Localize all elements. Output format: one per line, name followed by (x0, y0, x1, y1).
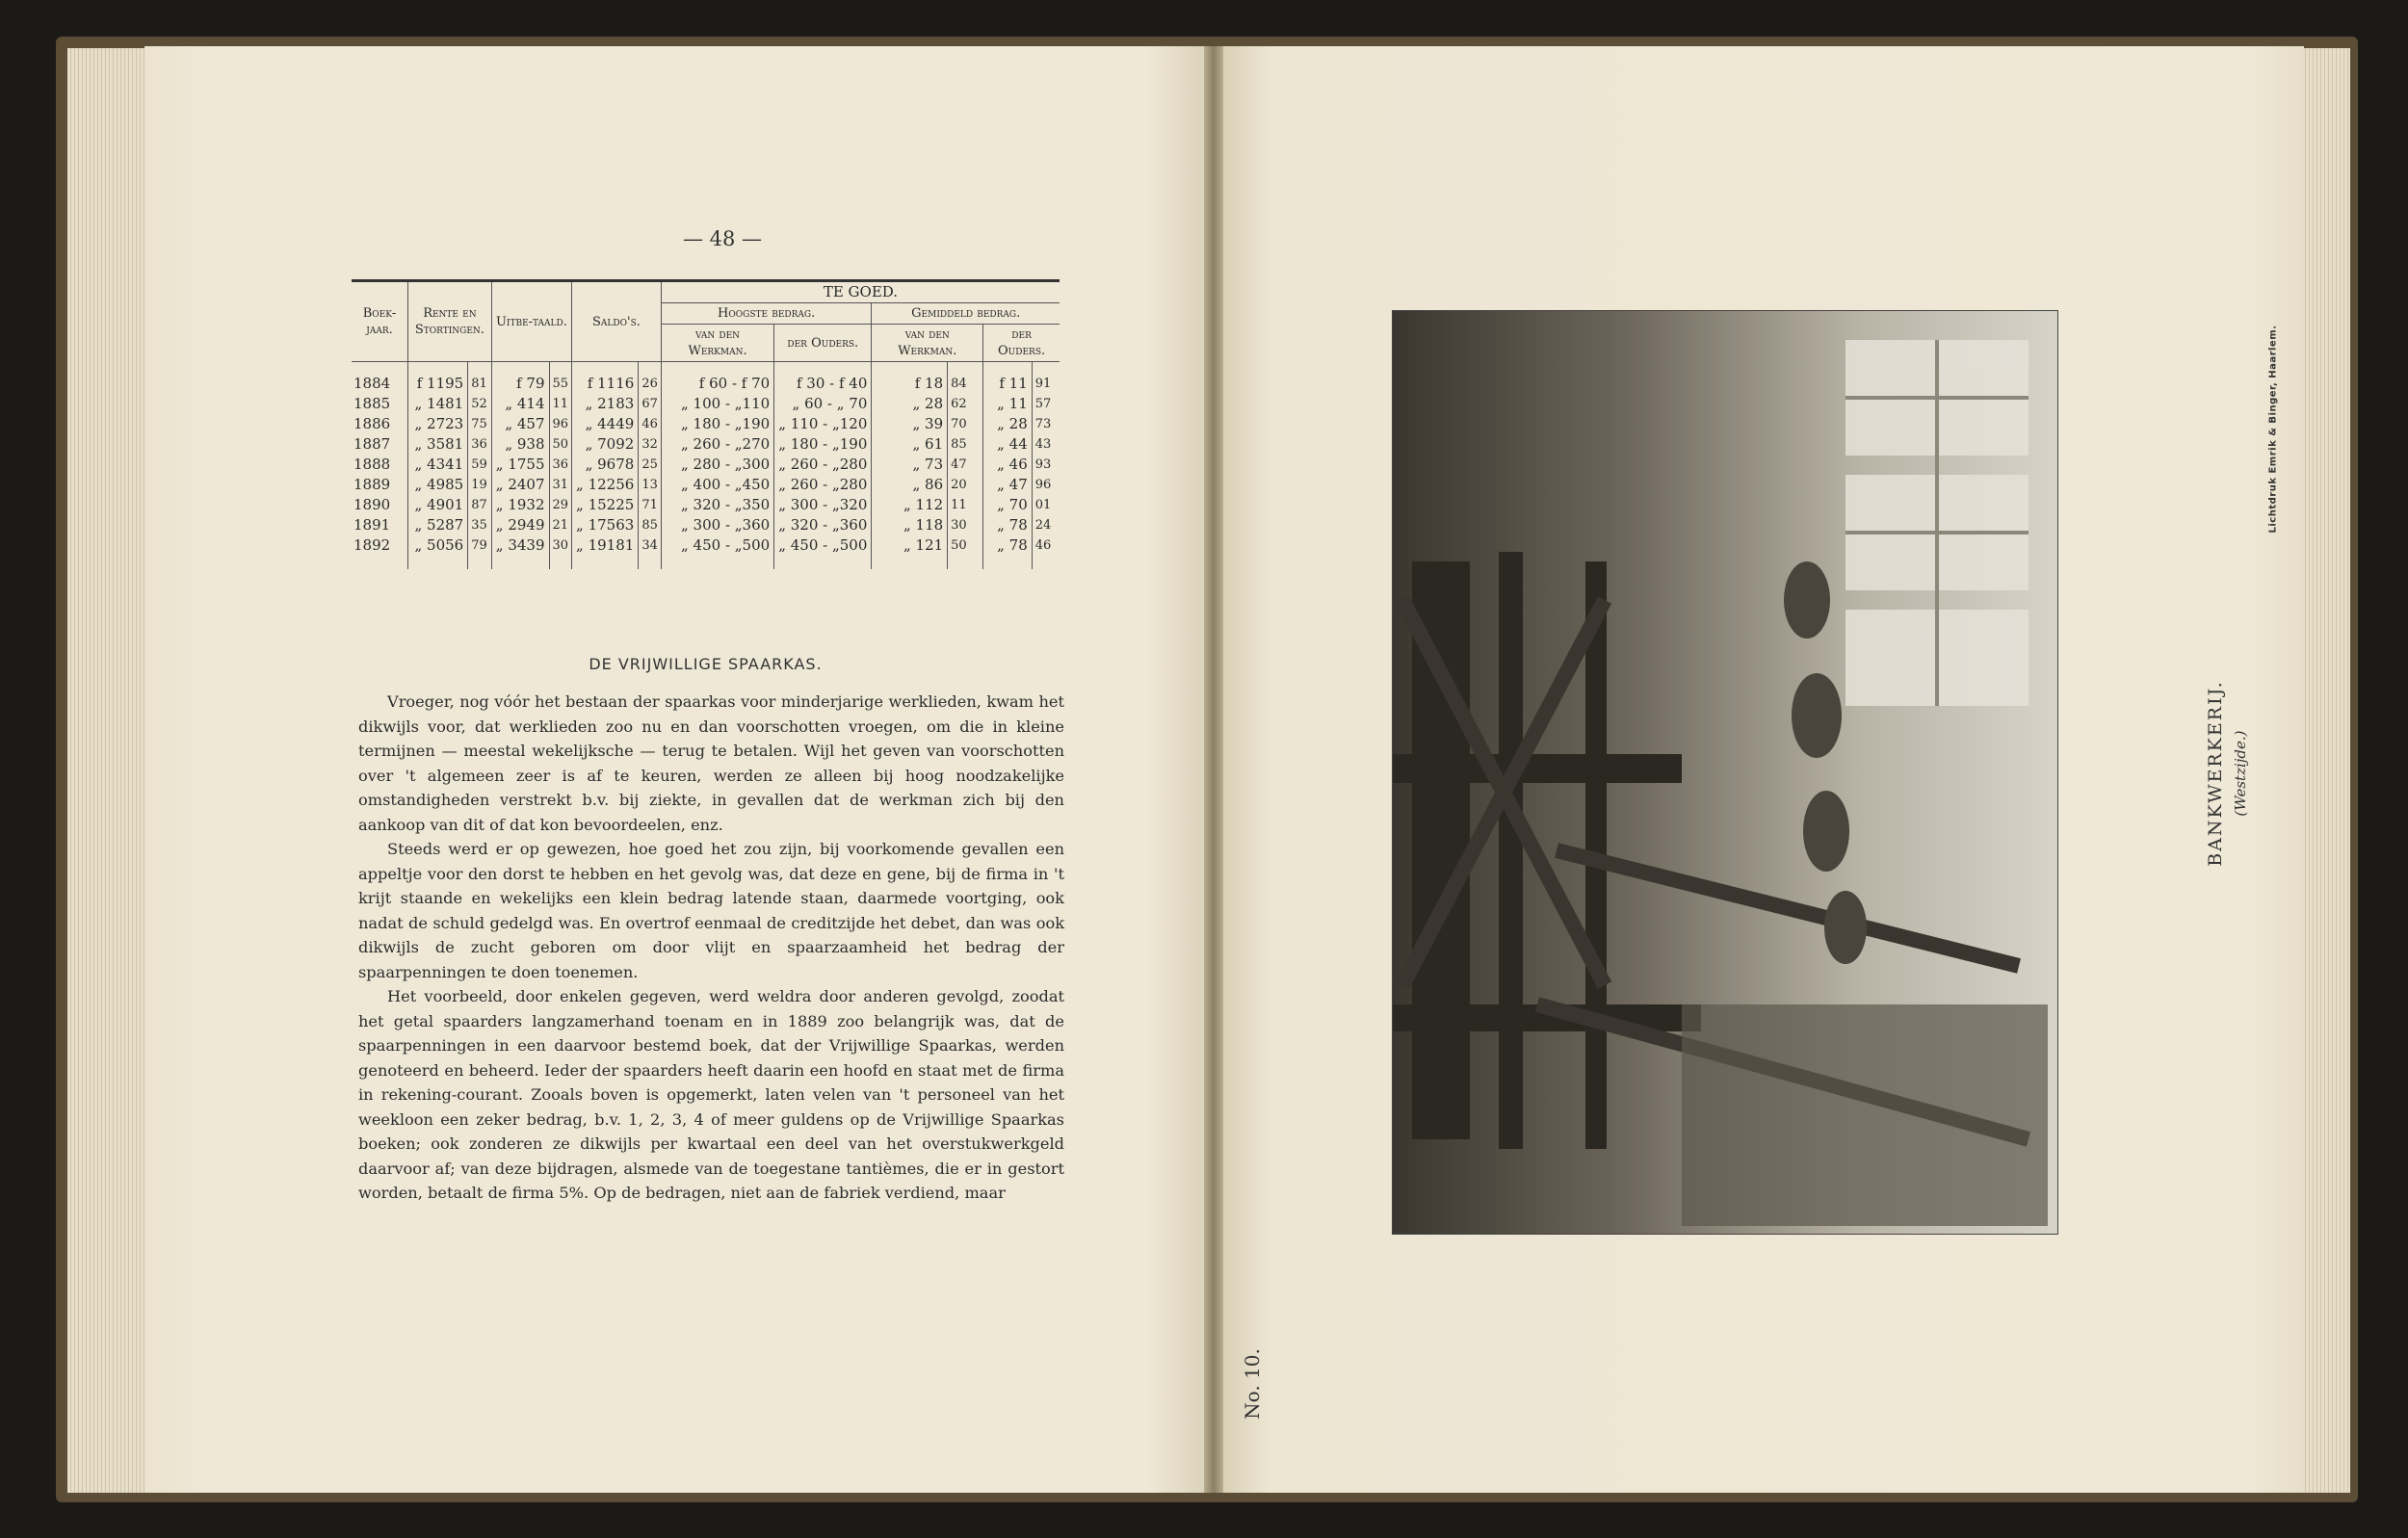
table-cell-uit-c: 36 (549, 455, 572, 475)
table-cell-uit-c: 30 (549, 535, 572, 556)
table-cell-saldo-c: 67 (639, 394, 662, 414)
table-cell-saldo-c: 34 (639, 535, 662, 556)
header-gemiddeld-bedrag: Gemiddeld bedrag. (872, 303, 1060, 325)
table-cell-go: „ 78 (983, 535, 1033, 556)
table-cell-year: 1885 (352, 394, 408, 414)
table-cell-uit-c: 96 (549, 414, 572, 434)
table-cell-gw: „ 39 (872, 414, 948, 434)
section-title: DE VRIJWILLIGE SPAARKAS. (589, 655, 823, 673)
table-cell-hw: „ 100 - „110 (661, 394, 773, 414)
table-cell-saldo-c: 71 (639, 495, 662, 515)
table-cell-saldo-c: 25 (639, 455, 662, 475)
table-cell-gw-c: 85 (948, 434, 983, 455)
table-cell-rente: „ 2723 (408, 414, 468, 434)
table-cell-hw: „ 280 - „300 (661, 455, 773, 475)
table-cell-go: „ 70 (983, 495, 1033, 515)
table-cell-year: 1889 (352, 475, 408, 495)
table-cell-uit: „ 2407 (491, 475, 549, 495)
table-cell-gw-c: 20 (948, 475, 983, 495)
table-cell-gw-c: 62 (948, 394, 983, 414)
caption-title: BANKWERKERIJ. (2205, 680, 2226, 867)
table-cell-hw: „ 180 - „190 (661, 414, 773, 434)
table-cell-gw-c: 50 (948, 535, 983, 556)
table-cell-go: „ 46 (983, 455, 1033, 475)
table-cell-go: „ 44 (983, 434, 1033, 455)
table-cell-uit-c: 29 (549, 495, 572, 515)
plate-caption (2205, 552, 2249, 995)
table-cell-year: 1886 (352, 414, 408, 434)
table-cell-saldo: f 1116 (572, 374, 639, 394)
header-uitbetaald: Uitbe-taald. (491, 281, 571, 362)
table-cell-gw-c: 84 (948, 374, 983, 394)
table-cell-go-c: 46 (1034, 538, 1052, 553)
table-cell-ho: „ 60 - „ 70 (774, 394, 872, 414)
table-cell-gw-c: 47 (948, 455, 983, 475)
table-cell-rente-c: 52 (468, 394, 492, 414)
table-cell-hw: „ 260 - „270 (661, 434, 773, 455)
table-cell-saldo: „ 15225 (572, 495, 639, 515)
table-cell-rente: „ 5056 (408, 535, 468, 556)
table-cell-rente-c: 35 (468, 515, 492, 535)
table-cell-uit: f 79 (491, 374, 549, 394)
paragraph: Het voorbeeld, door enkelen gegeven, werd weldra door anderen gevolgd, zoodat het getal spaarders langzamerhand toenam en in 1889 zoo belangrijk was, dat de spaarpenningen in een daarvoor bestemd boek, dat der Vrijwillige Spaarkas, werden genoteerd en beheerd. Ieder der spaarders heeft daarin een hoofd en staat met de firma in rekening-courant. Zooals boven is opgemerkt, laten velen van 't personeel van het weekloon een zeker bedrag, b.v. 1, 2, 3, 4 of meer guldens op de Vrijwillige Spaarkas boeken; ook zonderen ze dikwijls per kwartaal een deel van het overstukwerkgeld daarvoor af; van deze bijdragen, alsmede van de toegestane tantièmes, die er in gestort worden, betaalt de firma 5%. Op de bedragen, niet aan de fabriek verdiend, maar (358, 987, 1064, 1202)
table-cell-go-c: 93 (1034, 457, 1052, 472)
workshop-photo-illustration (1393, 311, 2057, 1234)
table-cell-gw-c: 11 (948, 495, 983, 515)
table-cell-hw: f 60 - f 70 (661, 374, 773, 394)
table-cell-year: 1890 (352, 495, 408, 515)
table-cell-go-c: 01 (1034, 498, 1052, 512)
table-cell-go: „ 78 (983, 515, 1033, 535)
table-cell-uit: „ 1755 (491, 455, 549, 475)
caption-subtitle: (Westzijde.) (2232, 730, 2249, 817)
table-cell-go-c: 57 (1034, 397, 1052, 411)
table-cell-go-c: 73 (1034, 417, 1052, 431)
table-cell-go: „ 11 (983, 394, 1033, 414)
table-cell-uit: „ 938 (491, 434, 549, 455)
savings-table (352, 279, 1060, 569)
table-cell-ho: „ 320 - „360 (774, 515, 872, 535)
table-cell-go-c: 43 (1034, 437, 1052, 452)
header-boekjaar: Boek-jaar. (352, 281, 408, 362)
table-cell-go-c: 24 (1034, 518, 1052, 533)
table-cell-gw-c: 70 (948, 414, 983, 434)
table-row (352, 374, 1060, 394)
table-cell-go-c: 91 (1034, 377, 1052, 391)
table-cell-saldo: „ 4449 (572, 414, 639, 434)
table-row (352, 475, 1060, 495)
printer-credit: Lichtdruk Emrik & Binger, Haarlem. (2267, 325, 2279, 534)
table-cell-gw: „ 73 (872, 455, 948, 475)
book-gutter (1204, 46, 1223, 1493)
table-cell-uit-c: 50 (549, 434, 572, 455)
table-cell-year: 1884 (352, 374, 408, 394)
page-edges-left (67, 48, 154, 1493)
table-cell-rente: „ 4985 (408, 475, 468, 495)
table-cell-go: f 11 (983, 374, 1033, 394)
table-cell-rente: „ 4901 (408, 495, 468, 515)
table-cell-rente: „ 1481 (408, 394, 468, 414)
table-cell-saldo-c: 26 (639, 374, 662, 394)
table-cell-gw-c: 30 (948, 515, 983, 535)
header-ouders-gemiddeld: der Ouders. (983, 325, 1060, 362)
table-cell-gw: „ 121 (872, 535, 948, 556)
table-row (352, 495, 1060, 515)
table-cell-rente-c: 75 (468, 414, 492, 434)
table-cell-saldo: „ 7092 (572, 434, 639, 455)
table-cell-go: „ 28 (983, 414, 1033, 434)
table-cell-go: „ 47 (983, 475, 1033, 495)
table-cell-uit-c: 31 (549, 475, 572, 495)
table-cell-saldo-c: 46 (639, 414, 662, 434)
table-cell-go-c: 96 (1034, 478, 1052, 492)
table-cell-rente-c: 87 (468, 495, 492, 515)
table-cell-rente: „ 5287 (408, 515, 468, 535)
table-cell-uit: „ 457 (491, 414, 549, 434)
table-cell-saldo: „ 19181 (572, 535, 639, 556)
table-cell-gw: „ 61 (872, 434, 948, 455)
table-cell-uit-c: 21 (549, 515, 572, 535)
table-cell-ho: „ 260 - „280 (774, 455, 872, 475)
header-hoogste-bedrag: Hoogste bedrag. (661, 303, 872, 325)
table-cell-saldo: „ 2183 (572, 394, 639, 414)
table-cell-rente-c: 59 (468, 455, 492, 475)
header-werkman-hoogste: van den Werkman. (661, 325, 773, 362)
table-cell-gw: „ 86 (872, 475, 948, 495)
table-cell-ho: „ 110 - „120 (774, 414, 872, 434)
table-cell-saldo: „ 12256 (572, 475, 639, 495)
table-cell-hw: „ 400 - „450 (661, 475, 773, 495)
table-cell-year: 1891 (352, 515, 408, 535)
header-te-goed: TE GOED. (661, 281, 1060, 303)
table-cell-gw: f 18 (872, 374, 948, 394)
table-cell-year: 1887 (352, 434, 408, 455)
table-cell-saldo-c: 32 (639, 434, 662, 455)
plate-number: No. 10. (1241, 1348, 1264, 1420)
table-cell-gw: „ 28 (872, 394, 948, 414)
header-saldos: Saldo's. (572, 281, 662, 362)
table-cell-rente-c: 19 (468, 475, 492, 495)
workshop-photograph (1392, 310, 2058, 1235)
table-cell-uit-c: 11 (549, 394, 572, 414)
table-cell-rente-c: 36 (468, 434, 492, 455)
table-cell-saldo: „ 9678 (572, 455, 639, 475)
table-row (352, 455, 1060, 475)
table-cell-uit: „ 414 (491, 394, 549, 414)
table-row (352, 394, 1060, 414)
table-cell-uit: „ 2949 (491, 515, 549, 535)
body-text (358, 690, 1064, 1206)
table-cell-ho: „ 450 - „500 (774, 535, 872, 556)
table-cell-saldo-c: 85 (639, 515, 662, 535)
table-cell-uit: „ 3439 (491, 535, 549, 556)
table-cell-ho: „ 180 - „190 (774, 434, 872, 455)
table-cell-saldo-c: 13 (639, 475, 662, 495)
table-cell-rente: f 1195 (408, 374, 468, 394)
table-cell-year: 1888 (352, 455, 408, 475)
table-cell-ho: „ 260 - „280 (774, 475, 872, 495)
table-cell-hw: „ 320 - „350 (661, 495, 773, 515)
header-rente: Rente en Stortingen. (408, 281, 492, 362)
header-ouders-hoogste: der Ouders. (774, 325, 872, 362)
table-cell-gw: „ 118 (872, 515, 948, 535)
table-row (352, 515, 1060, 535)
table-cell-rente: „ 4341 (408, 455, 468, 475)
table-cell-ho: f 30 - f 40 (774, 374, 872, 394)
page-number: — 48 — (682, 227, 763, 250)
table-cell-ho: „ 300 - „320 (774, 495, 872, 515)
table-cell-uit: „ 1932 (491, 495, 549, 515)
paragraph: Steeds werd er op gewezen, hoe goed het zou zijn, bij voorkomende gevallen een appeltje voor den dorst te hebben en het gevolg was, dat deze en gene, bij de firma in 't krijt staande en wekelijks een klein bedrag latende staan, daarmede voortging, ook nadat de schuld gedelgd was. En overtrof eenmaal de creditzijde het debet, dan was ook dikwijls de zucht geboren om door vlijt en spaarzaamheid het bedrag der spaarpenningen te doen toenemen. (358, 840, 1064, 981)
table-row (352, 414, 1060, 434)
table-cell-rente-c: 79 (468, 535, 492, 556)
table-cell-hw: „ 450 - „500 (661, 535, 773, 556)
table-cell-uit-c: 55 (549, 374, 572, 394)
header-werkman-gemiddeld: van den Werkman. (872, 325, 983, 362)
table-cell-gw: „ 112 (872, 495, 948, 515)
paragraph: Vroeger, nog vóór het bestaan der spaarkas voor minderjarige werklieden, kwam het dikwijls voor, dat werklieden zoo nu en dan voorschotten vroegen, om die in kleine termijnen — meestal wekelijksche — terug te betalen. Wijl het geven van voorschotten over 't algemeen zeer is af te keuren, werden ze alleen bij hoog noodzakelijke omstandigheden verstrekt b.v. bij ziekte, in gevallen dat de werkman zich bij den aankoop van dit of dat kon bevoordeelen, enz. (358, 692, 1064, 834)
table-cell-hw: „ 300 - „360 (661, 515, 773, 535)
table-cell-year: 1892 (352, 535, 408, 556)
table-row (352, 434, 1060, 455)
table-cell-rente: „ 3581 (408, 434, 468, 455)
table-cell-rente-c: 81 (468, 374, 492, 394)
table-cell-saldo: „ 17563 (572, 515, 639, 535)
table-row (352, 535, 1060, 556)
